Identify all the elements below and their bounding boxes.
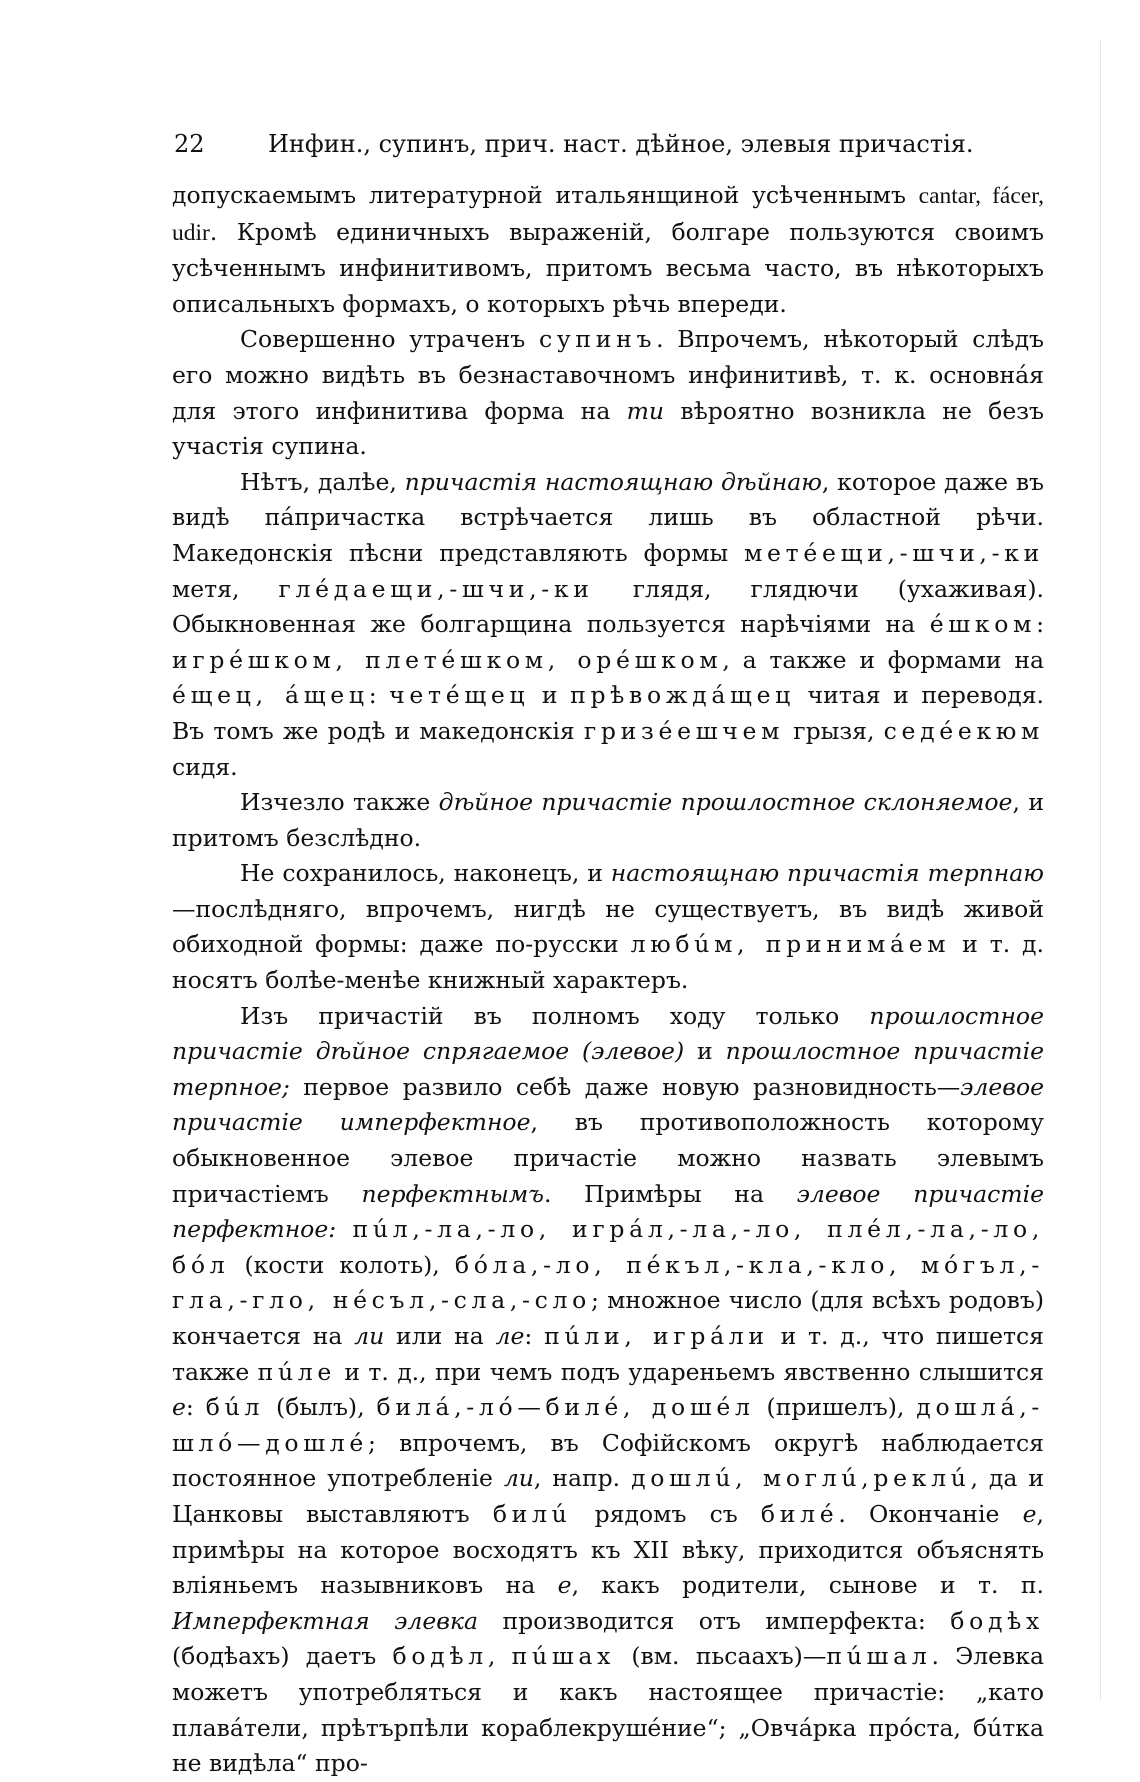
text: : — [524, 1322, 545, 1350]
spaced-example: éшком — [929, 610, 1037, 639]
text: . Окончаніе — [838, 1499, 1023, 1528]
spaced-example: прѣвождáщец — [570, 681, 795, 710]
spaced-example: пúл,-ла,-ло, игрáл,-ла,-ло, плéл,-ла,-ло, бóл — [172, 1215, 1044, 1279]
paragraph-2 — [172, 322, 1044, 464]
italic-term: перфектнымъ — [361, 1179, 544, 1208]
spaced-example: билé — [760, 1499, 839, 1528]
text: . Кромѣ единичныхъ выраженій, болгаре пользуются своимъ усѣченнымъ инфинитивомъ, притомъ весьма часто, въ нѣкоторыхъ описальныхъ формахъ, о которыхъ рѣчь впереди. — [172, 217, 1044, 318]
text: метя, — [172, 574, 279, 603]
text: , и притомъ безслѣдно. — [172, 788, 1044, 852]
text: (бодѣахъ) даетъ — [172, 1642, 393, 1671]
text: , какъ родители, сынове и т. п. — [571, 1571, 1044, 1600]
spaced-example: бодѣх — [950, 1606, 1044, 1635]
running-header — [174, 130, 974, 158]
spaced-example: бúл — [205, 1393, 265, 1422]
text: Изъ причастій въ полномъ ходу только — [240, 1001, 870, 1030]
text: производится отъ имперфекта: — [477, 1606, 951, 1635]
text: (кости колоть), — [229, 1250, 455, 1279]
spaced-example: метéещи,-шчи,-ки — [744, 538, 1044, 567]
page-number: 22 — [174, 130, 205, 158]
text: , примѣры на которое восходятъ къ XII вѣку, приходится объяснять вліяньемъ назывниковъ на — [172, 1499, 1044, 1600]
spaced-term: супинъ — [538, 325, 657, 354]
spaced-example: пúшал — [826, 1642, 932, 1671]
spaced-example: билá,-лó—билé, дошéл — [376, 1393, 755, 1422]
text: . Примѣры на — [543, 1179, 797, 1208]
page-edge-line — [1100, 40, 1101, 1700]
text: (пришелъ), — [754, 1393, 917, 1422]
italic-term: дѣйное причастіе прошлостное склоняемое — [438, 788, 1013, 817]
text: и т. д. носятъ болѣе-менѣе книжный характеръ. — [172, 930, 1044, 995]
text: , которое даже въ видѣ пáпричастка встрѣчается лишь въ областной рѣчи. Македонскія пѣсни представляють формы — [172, 467, 1044, 567]
spaced-example: дошлú, моглú,реклú — [631, 1464, 971, 1493]
text: —послѣдняго, впрочемъ, нигдѣ не существуетъ, въ видѣ живой обиходной формы: даже по-русски — [172, 894, 1044, 959]
italic-term: настоящнаю причастія терпнаю — [610, 859, 1044, 888]
text: . Элевка можетъ употребляться и какъ настоящее причастіе: „като плавáтели, прѣтърпѣли кораблекрушéние“; „Овчáрка прóста, бúтка не видѣла“ про- — [172, 1642, 1044, 1778]
paragraph-1 — [172, 178, 1044, 322]
text: и — [684, 1037, 726, 1066]
latin-examples: cantar, fácer, udir — [172, 183, 1044, 246]
italic-term: е — [1022, 1499, 1037, 1528]
text: , а также и формами на — [722, 645, 1044, 674]
italic-term: ли — [503, 1464, 534, 1493]
text: и — [529, 681, 571, 710]
italic-term: элевое причастіе имперфектное — [172, 1072, 1044, 1137]
text: , въ противоположность которому обыкновенное элевое причастіе можно назвать элевымъ причастіемъ — [172, 1108, 1045, 1208]
text: : — [1036, 610, 1044, 639]
spaced-example: седéекюм — [883, 716, 1044, 745]
spaced-example: гризéешчем — [583, 716, 785, 745]
spaced-example: пúшах — [511, 1642, 616, 1671]
text: рядомъ съ — [571, 1499, 761, 1528]
paragraph-5 — [172, 856, 1044, 998]
text: или на — [384, 1322, 496, 1350]
text: сидя. — [172, 752, 238, 781]
text: , напр. — [533, 1464, 632, 1493]
text: первое развило себѣ даже новую разновидность— — [289, 1072, 961, 1101]
text: : — [368, 681, 390, 710]
page-body — [172, 178, 1044, 1782]
italic-term: прошлостное причастіе дѣйное спрягаемое (элевое) — [172, 1001, 1044, 1066]
text: Совершенно утраченъ — [240, 325, 539, 354]
paragraph-3 — [172, 465, 1044, 785]
paragraph-4 — [172, 785, 1044, 856]
text: ; множное число (для всѣхъ родовъ) кончается на — [172, 1286, 1045, 1350]
italic-term: е — [172, 1393, 186, 1422]
spaced-example: четéщец — [389, 681, 530, 710]
text: (былъ), — [264, 1393, 377, 1422]
italic-term: е — [557, 1571, 572, 1600]
spaced-example: любúм, принимáем — [630, 930, 951, 959]
text: : — [185, 1393, 206, 1422]
spaced-example: éщец, áщец — [172, 681, 369, 710]
spaced-example: бóла,-ло, пéкъл,-кла,-кло, мóгъл,-гла,-гло, нéсъл,-сла,-сло — [172, 1250, 1044, 1315]
text: грызя, — [784, 716, 884, 745]
italic-term: ле — [495, 1322, 525, 1350]
paragraph-6 — [172, 999, 1044, 1782]
text: Нѣтъ, далѣе, — [240, 467, 405, 496]
text: , да и Цанковы выставляютъ — [172, 1464, 1044, 1528]
running-title: Инфин., супинъ, прич. наст. дѣйное, элевыя причастія. — [268, 130, 974, 158]
spaced-example: дошлá,-шлó—дошлé — [172, 1393, 1045, 1457]
text: и т. д., при чемъ подъ удареньемъ явственно слышится — [336, 1357, 1044, 1386]
spaced-example: пúле — [257, 1357, 337, 1386]
text: Не сохранилось, наконецъ, и — [240, 859, 611, 888]
italic-term: элевое причастіе перфектное: — [172, 1179, 1045, 1244]
spaced-example: бодѣл — [392, 1642, 488, 1671]
text: глядя, глядючи (ухаживая). Обыкновенная же болгарщина пользуется нарѣчіями на — [172, 574, 1044, 639]
spaced-example: пúли, игрáли — [544, 1322, 769, 1350]
text: и т. д., что пишется также — [172, 1322, 1044, 1386]
spaced-example: игрéшком, плетéшком, орéшком — [172, 645, 723, 674]
text: . Впрочемъ, нѣкоторый слѣдъ его можно видѣть въ безнаставочномъ инфинитивѣ, т. к. основнáя для этого инфинитива форма на — [172, 325, 1044, 425]
text: , — [487, 1642, 512, 1671]
text: допускаемымъ литературной итальянщиной усѣченнымъ — [172, 181, 919, 209]
text: Изчезло также — [240, 788, 439, 817]
italic-term: ти — [626, 396, 665, 425]
text: читая и переводя. Въ томъ же родѣ и македонскія — [172, 681, 1045, 745]
text: (вм. пьсаахъ)— — [615, 1642, 827, 1671]
italic-term: прошлостное причастіе терпное; — [172, 1037, 1044, 1101]
italic-term: причастія настоящнаю дѣйнаю — [404, 467, 822, 496]
italic-term: Имперфектная элевка — [172, 1606, 478, 1635]
italic-term: ли — [354, 1322, 385, 1350]
text: ; впрочемъ, въ Софійскомъ округѣ наблюдается постоянное употребленіе — [172, 1428, 1044, 1493]
spaced-example: билú — [492, 1499, 572, 1528]
text — [336, 1215, 352, 1243]
text: вѣроятно возникла не безъ участія супина. — [172, 396, 1044, 461]
spaced-example: глéдаещи,-шчи,-ки — [278, 574, 594, 603]
